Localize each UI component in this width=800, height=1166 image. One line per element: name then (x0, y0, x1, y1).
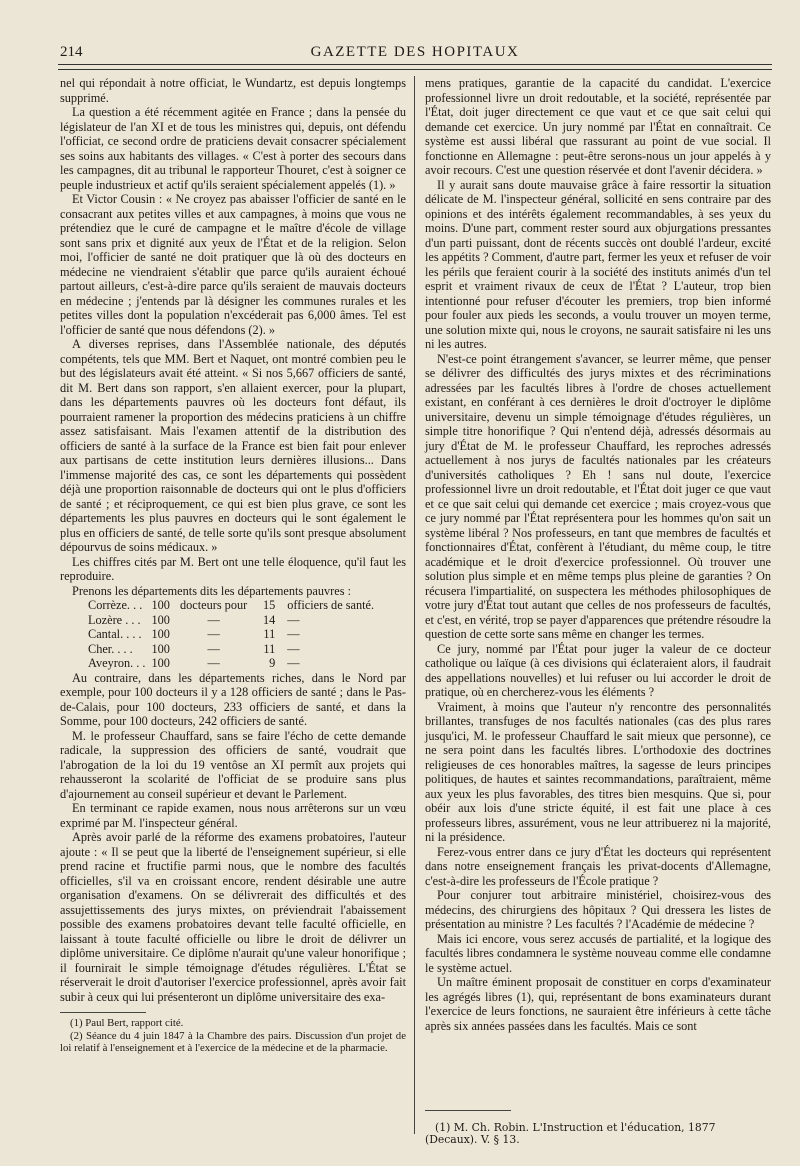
officers-count: 11 (263, 641, 276, 656)
footnotes-right (425, 1102, 771, 1158)
doctors-count: 100 (151, 612, 170, 627)
table-row (88, 627, 380, 642)
table-tail: officiers de santé. (287, 598, 375, 612)
paragraph: Mais ici encore, vous serez accusés de partialité, et la logique des facultés libres condamnera le système nouveau comme elle condamne le système actuel. (425, 931, 771, 975)
department-name: Cher. . . . (88, 641, 133, 656)
running-title: GAZETTE DES HOPITAUX (310, 44, 520, 60)
footnote-rule (425, 1110, 511, 1111)
right-column (425, 76, 771, 1033)
paragraph: Il y aurait sans doute mauvaise grâce à faire ressortir la situation délicate de M. l'inspecteur général, sollicité en sens contraire par des opinions et des intérêts également recommandables, à ses yeux du moins. D'une part, comment rester sourd aux objurgations pressantes d'un parti puissant, dont de récents succès ont doublé l'ardeur, excité les appétits ? Comment, d'autre part, fermer les yeux et refuser de voir les périls que feraient courir à la société des instituts animés d'un tel esprit et vraiment rivaux de ceux de l'État ? L'auteur, trop bien intentionné pour refuser d'écouter les premiers, trop bien informé pour fouler aux pieds les seconds, a voulu trouver un moyen terme, une solution mixte qui, nous le croyons, ne saurait satisfaire ni les uns ni les autres. (425, 177, 771, 351)
table-connector: — (207, 656, 220, 670)
doctors-count: 100 (151, 598, 170, 612)
table-tail: — (287, 656, 300, 670)
column-divider (414, 76, 415, 1134)
department-name: Lozère . . . (88, 612, 141, 627)
table-row (88, 613, 380, 628)
doctors-count: 100 (151, 641, 170, 656)
paragraph: M. le professeur Chauffard, sans se faire l'écho de cette demande radicale, la suppression des officiers de santé, voudrait que l'abrogation de la loi du 19 ventôse an XI permît aux projets qui rehausseront la scolarité de l'officiat de se produire sans plus d'ajournement au conseil supérieur et devant le Parlement. (60, 728, 406, 801)
footnotes-left (60, 1017, 406, 1055)
doctors-count: 100 (151, 627, 170, 641)
footnote-rule (60, 1012, 146, 1013)
department-name: Cantal. . . . (88, 627, 142, 641)
table-connector: — (207, 627, 220, 641)
paragraph: Au contraire, dans les départements riches, dans le Nord par exemple, pour 100 docteurs il y a 128 officiers de santé ; dans le Pas-de-Calais, pour 100 docteurs, 233 officiers de santé, et dans la Somme, pour 100 docteurs, 242 officiers de santé. (60, 670, 406, 728)
paragraph: Ce jury, nommé par l'État pour juger la valeur de ce docteur catholique ou laïque (à ces divisions qui éclateraient alors, il faudrait des appellations nouvelles) et lui refuser ou lui accorder le droit de pratique, où en chercherez-vous les éléments ? (425, 641, 771, 699)
departments-table (88, 598, 380, 671)
header-rule (58, 64, 772, 65)
officers-count: 14 (262, 612, 276, 627)
left-column (60, 76, 406, 1055)
doctors-count: 100 (151, 656, 170, 670)
department-name: Corrèze. . . (88, 598, 143, 612)
table-tail: — (287, 627, 300, 641)
paragraph: Prenons les départements dits les départements pauvres : (72, 583, 351, 598)
officers-count: 11 (263, 627, 276, 641)
table-row (88, 598, 380, 613)
footnote: (1) M. Ch. Robin. L'Instruction et l'éducation, 1877 (Decaux). V. § 13. (425, 1120, 716, 1147)
paragraph: A diverses reprises, dans l'Assemblée nationale, des députés compétents, tels que MM. Bert et Naquet, ont montré combien peu le but des législateurs avait été atteint. « Si nos 5,667 officiers de santé, dit M. Bert dans son rapport, s'en allaient exercer, pour la plupart, dans les départements pauvres où les docteurs font défaut, ils pourraient ramener la proportion des médecins praticiens à un chiffre assez satisfaisant. Mais l'examen attentif de la distribution des officiers de santé à la surface de la France est bien fait pour enlever aux partisans de cette institution leurs dernières illusions... Dans l'immense majorité des cas, ce sont les départements qui possèdent déjà une proportion raisonnable de docteurs qui ont le plus d'officiers de santé ; et réciproquement, ce qui est bien plus grave, ce sont les départements les plus pauvres en docteurs qui le sont également le plus en officiers de santé, de telle sorte qu'ils sont presque absolument dépourvus de soins médicaux. » (60, 337, 406, 554)
table-row (88, 642, 380, 657)
officers-count: 9 (269, 656, 276, 670)
table-tail: — (287, 612, 300, 627)
table-connector: — (207, 612, 220, 627)
table-connector: docteurs pour (179, 598, 248, 612)
paragraph: N'est-ce point étrangement s'avancer, se leurrer même, que penser se délivrer des difficultés des jurys mixtes et des récriminations adressées par les facultés libres à l'ordre de choses actuellement existant, en conférant à ces dernières le droit d'octroyer le diplôme universitaire, devenu un simple témoignage d'études régulières, un simple titre honorifique ? Qui n'entend déjà, adressés désormais au jury d'État de M. le professeur Chauffard, les reproches adressés actuellement à nos jurys de facultés nationales par les créateurs d'universités catholiques ? Eh ! sans nul doute, l'exercice professionnel livre un droit redoutable, et l'État doit juger ce que vaut et ce que sait celui qui demande cet exercice ; mais croyez-vous que ce jury nommé par l'État représentera pour les hommes qu'on sait un système libéral ? Nos professeurs, en tant que membres de facultés et fonctionnaires d'État, confèrent à l'étudiant, du même coup, le titre académique et le droit d'exercice professionnel. Où trouver une solution plus simple et en même temps plus pleine de garanties ? On récusera l'impartialité, on suspectera les méthodes philosophiques de votre jury d'État tout autant que celles de nos professeurs de facultés, et c'est, en vérité, trop se payer d'apparences que prétendre résoudre la question de cette sorte sans même en changer les termes. (425, 351, 771, 641)
paragraph: Un maître éminent proposait de constituer en corps d'examinateur les agrégés libres (1), qui, représentant de bons examinateurs durant l'exercice de leurs fonctions, ne sauraient être inférieurs à cette tâche après six années passées dans les facultés. Mais ce sont (425, 975, 771, 1033)
table-tail: — (287, 641, 300, 656)
paragraph: En terminant ce rapide examen, nous nous arrêterons sur un vœu exprimé par M. l'inspecteur général. (60, 801, 406, 830)
header-rule-thin (58, 69, 772, 70)
officers-count: 15 (262, 598, 276, 612)
paragraph: Vraiment, à moins que l'auteur n'y rencontre des personnalités brillantes, transfuges de nos facultés nationales (cas des plus rares jusqu'ici, M. le professeur Chauffard le sait mieux que personne), ce ne sera point dans les facultés libres. L'orthodoxie des doctrines religieuses de ces honorables maîtres, la sagesse de leurs principes politiques, de hautes et saintes recommandations, paraîtraient, même aux yeux les plus favorables, des titres bien mesquins. Que si, pour obéir aux lois d'une stricte équité, il est fait une place à ces professeurs libres, assurément, vous ne leur attribuerez ni la majorité, ni la présidence. (425, 699, 771, 844)
paragraph: Ferez-vous entrer dans ce jury d'État les docteurs qui représentent dans notre enseignement français les privat-docents d'Allemagne, c'est-à-dire les professeurs de l'École pratique ? (425, 844, 771, 888)
department-name: Aveyron. . . (88, 656, 146, 670)
table-connector: — (207, 641, 220, 656)
paragraph: Et Victor Cousin : « Ne croyez pas abaisser l'officier de santé en le consacrant aux petites villes et aux campagnes, à moins que vous ne prétendiez que le curé de campagne et le maître d'école de village sont sans prix et dignité aux yeux de l'État et de la religion. Selon moi, l'officier de santé ne doit pratiquer que là où des docteurs en médecine ne viendraient s'établir que parce qu'ils auraient échoué partout ailleurs, c'est-à-dire parce qu'ils seraient de mauvais docteurs en médecine ; j'entends par là désigner les communes rurales et les petites villes dont la population n'excéderait pas 6,000 âmes. Tel est l'officier de santé que nous défendons (2). » (60, 192, 406, 337)
footnote: (1) Paul Bert, rapport cité. (70, 1017, 184, 1029)
page-number: 214 (60, 44, 83, 60)
table-row (88, 656, 380, 671)
paragraph: nel qui répondait à notre officiat, le Wundartz, est depuis longtemps supprimé. (60, 76, 406, 105)
paragraph: Les chiffres cités par M. Bert ont une telle éloquence, qu'il faut les reproduire. (60, 554, 406, 583)
paragraph: mens pratiques, garantie de la capacité du candidat. L'exercice professionnel livre un droit redoutable, et la société, représentée par l'État, doit juger directement ce que vaut et ce que sait celui qui demande cet exercice. Un jury nommé par l'État en connaîtrait. Ce système est aussi libéral que rassurant au point de vue social. Il fonctionne en Allemagne : peut-être serons-nous un jour appelés à y avoir recours. C'est une question réservée et dont l'avenir décidera. » (425, 76, 771, 177)
paragraph: La question a été récemment agitée en France ; dans la pensée du législateur de l'an XI et de tous les ministres qui, depuis, ont défendu l'officiat, ce second ordre de praticiens devait consacrer spécialement ses soins aux habitants des villages. « C'est à porter des secours dans les campagnes, dit au tribunal le rapporteur Thouret, c'est à soigner ce peuple industrieux et actif qu'ils seraient spécialement appelés (1). » (60, 105, 406, 192)
footnote: (2) Séance du 4 juin 1847 à la Chambre des pairs. Discussion d'un projet de loi relatif à l'enseignement et à l'exercice de la médecine et de la pharmacie. (60, 1029, 406, 1055)
paragraph: Après avoir parlé de la réforme des examens probatoires, l'auteur ajoute : « Il se peut que la liberté de l'enseignement supérieur, si elle prend racine et fructifie parmi nous, que le nombre des facultés officielles, s'il va en croissant encore, rendent désirable une autre organisation d'examens. On se délivrerait des difficultés et des assujettissements des jurys mixtes, on préviendrait l'abaissement possible des examens probatoires devant telle faculté officielle, en laissant à toute faculté officielle ou libre le droit de délivrer un diplôme universitaire. Ce diplôme n'aurait qu'une valeur honorifique ; il fournirait le simple témoignage d'études régulières. L'État se réserverait le droit d'autoriser l'exercice professionnel, après avoir fait subir à ceux qui lui présenteront un diplôme universitaire des exa- (60, 830, 406, 1004)
paragraph: Pour conjurer tout arbitraire ministériel, choisirez-vous des médecins, des chirurgiens des hôpitaux ? Qui dressera les listes de présentation au ministre ? Les facultés ? l'Académie de médecine ? (425, 888, 771, 931)
